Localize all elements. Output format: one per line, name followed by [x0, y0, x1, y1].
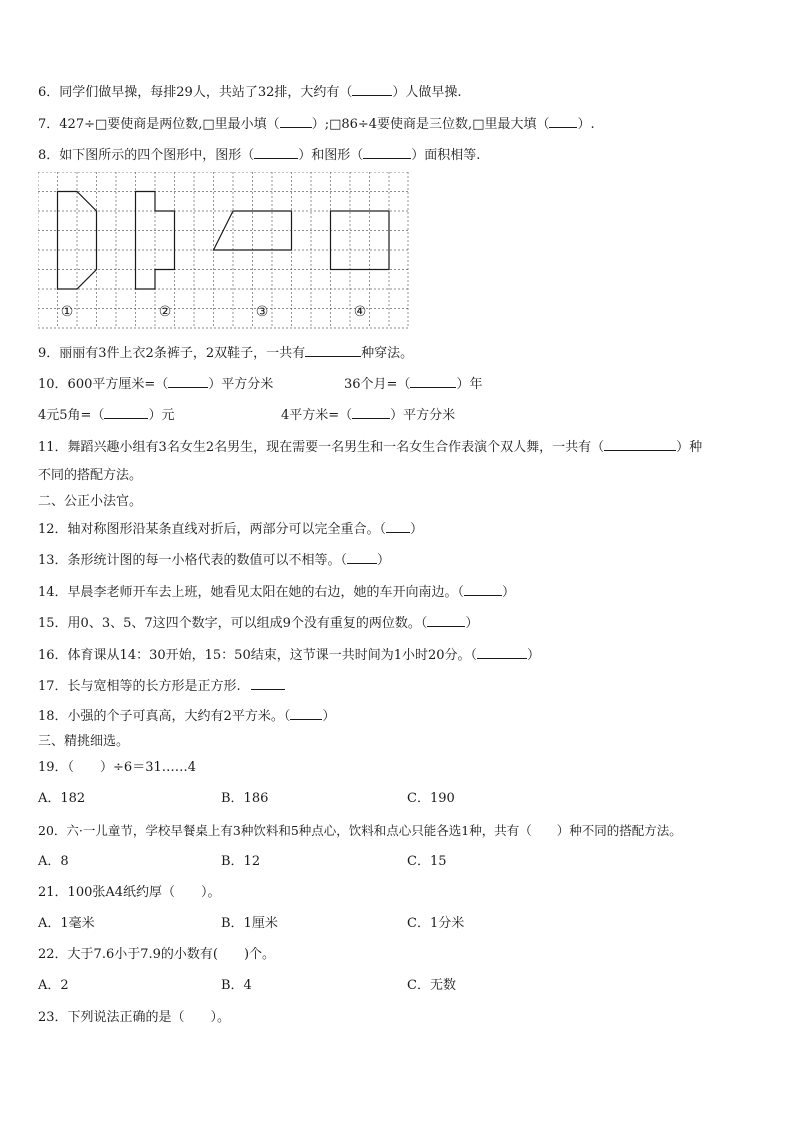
question-7 [38, 114, 595, 134]
q21-option-a[interactable]: A．1毫米 [38, 916, 95, 931]
question-10-part-b [344, 374, 482, 394]
shape-label-3: ③ [255, 304, 269, 320]
q7-text-mid: ）;□86÷4要使商是三位数,□里最大填（ [311, 117, 550, 132]
section-3-heading: 三、精挑细选。 [38, 734, 130, 749]
q6-text-end: ）人做早操. [392, 85, 462, 100]
answer-blank[interactable] [386, 519, 410, 533]
answer-blank[interactable] [168, 374, 208, 388]
question-21: 21．100张A4纸约厚（ ）。 [38, 885, 221, 900]
q20-option-a[interactable]: A．8 [38, 854, 69, 869]
q10-part-a: 10．600平方厘米=（ [38, 377, 169, 392]
q21-option-b[interactable]: B．1厘米 [221, 916, 278, 931]
q6-text: 6．同学们做早操，每排29人，共站了32排，大约有（ [38, 85, 353, 100]
q21-option-c[interactable]: C．1分米 [407, 916, 465, 931]
section-2-heading: 二、公正小法官。 [38, 494, 143, 509]
answer-blank[interactable] [305, 343, 361, 357]
question-14 [38, 582, 515, 602]
question-9 [38, 343, 413, 363]
question-16 [38, 645, 540, 665]
answer-blank[interactable] [464, 582, 502, 596]
q8-text: 8．如下图所示的四个图形中，图形（ [38, 148, 255, 163]
q10-part-b: 36个月=（ [344, 377, 411, 392]
q19-option-c[interactable]: C．190 [407, 791, 455, 806]
q9-text: 9．丽丽有3件上衣2条裤子，2双鞋子，一共有 [38, 346, 306, 361]
question-10-row-2 [38, 405, 174, 425]
q16-text-end: ） [527, 648, 541, 663]
answer-blank[interactable] [410, 374, 456, 388]
question-11-continued: 不同的搭配方法。 [38, 468, 143, 483]
answer-blank[interactable] [347, 550, 377, 564]
question-18 [38, 706, 335, 726]
q20-option-c[interactable]: C．15 [407, 854, 447, 869]
answer-blank[interactable] [104, 405, 148, 419]
answer-blank[interactable] [363, 145, 411, 159]
q13-text: 13．条形统计图的每一小格代表的数值可以不相等。（ [38, 553, 348, 568]
question-12 [38, 519, 423, 539]
q10-part-c: 4元5角=（ [38, 408, 105, 423]
q10-part-c-end: ）元 [148, 408, 175, 423]
q11-text: 11．舞蹈兴趣小组有3名女生2名男生，现在需要一名男生和一名女生合作表演个双人舞，一共有（ [38, 440, 605, 455]
shape-label-4: ④ [353, 304, 367, 320]
question-19: 19．（ ）÷6＝31……4 [38, 760, 197, 775]
q10-part-b-end: ）年 [456, 377, 483, 392]
q10-part-d-end: ）平方分米 [390, 408, 456, 423]
answer-blank[interactable] [251, 676, 285, 690]
q17-text: 17．长与宽相等的长方形是正方形. [38, 679, 241, 694]
q22-option-c[interactable]: C．无数 [407, 978, 456, 993]
question-10-part-d [281, 405, 455, 425]
q18-text-end: ） [322, 709, 336, 724]
q15-text: 15．用0、3、5、7这四个数字，可以组成9个没有重复的两位数。（ [38, 616, 428, 631]
answer-blank[interactable] [352, 82, 392, 96]
question-10-row-1 [38, 374, 273, 394]
question-13 [38, 550, 390, 570]
question-8 [38, 145, 480, 165]
q8-text-mid: ）和图形（ [298, 148, 364, 163]
question-23: 23．下列说法正确的是（ ）。 [38, 1010, 231, 1025]
q7-text-end: ）. [577, 117, 595, 132]
q19-option-b[interactable]: B．186 [221, 791, 269, 806]
answer-blank[interactable] [427, 613, 465, 627]
question-15 [38, 613, 478, 633]
shape-label-1: ① [60, 304, 74, 320]
q16-text: 16．体育课从14：30开始，15：50结束，这节课一共时间为1小时20分。（ [38, 648, 478, 663]
q10-part-d: 4平方米=（ [281, 408, 353, 423]
q12-text-end: ） [410, 522, 424, 537]
q22-option-b[interactable]: B．4 [221, 978, 252, 993]
answer-blank[interactable] [280, 114, 312, 128]
q10-part-a-end: ）平方分米 [208, 377, 274, 392]
question-11 [38, 437, 702, 457]
question-17 [38, 676, 285, 696]
q9-text-end: 种穿法。 [361, 346, 414, 361]
answer-blank[interactable] [477, 645, 527, 659]
shape-4 [331, 211, 390, 270]
answer-blank[interactable] [290, 706, 322, 720]
answer-blank[interactable] [254, 145, 298, 159]
shape-label-2: ② [158, 304, 172, 320]
question-22: 22．大于7.6小于7.9的小数有( )个。 [38, 947, 276, 962]
q13-text-end: ） [377, 553, 391, 568]
q22-option-a[interactable]: A．2 [38, 978, 69, 993]
q20-option-b[interactable]: B．12 [221, 854, 261, 869]
q7-text: 7．427÷□要使商是两位数,□里最小填（ [38, 117, 280, 132]
question-20: 20．六·一儿童节，学校早餐桌上有3种饮料和5种点心，饮料和点心只能各选1种，共有（ ）种不同的搭配方法。 [38, 823, 682, 838]
question-6 [38, 82, 462, 102]
q11-text-end: ）种 [676, 440, 703, 455]
answer-blank[interactable] [352, 405, 390, 419]
q19-option-a[interactable]: A．182 [38, 791, 86, 806]
answer-blank[interactable] [604, 437, 676, 451]
q14-text: 14．早晨李老师开车去上班，她看见太阳在她的右边，她的车开向南边。（ [38, 585, 465, 600]
answer-blank[interactable] [549, 114, 577, 128]
q8-text-end: ）面积相等. [411, 148, 481, 163]
q18-text: 18．小强的个子可真高，大约有2平方米。（ [38, 709, 291, 724]
q15-text-end: ） [465, 616, 479, 631]
q14-text-end: ） [502, 585, 516, 600]
q12-text: 12．轴对称图形沿某条直线对折后，两部分可以完全重合。（ [38, 522, 387, 537]
shapes-grid-figure [38, 172, 410, 330]
